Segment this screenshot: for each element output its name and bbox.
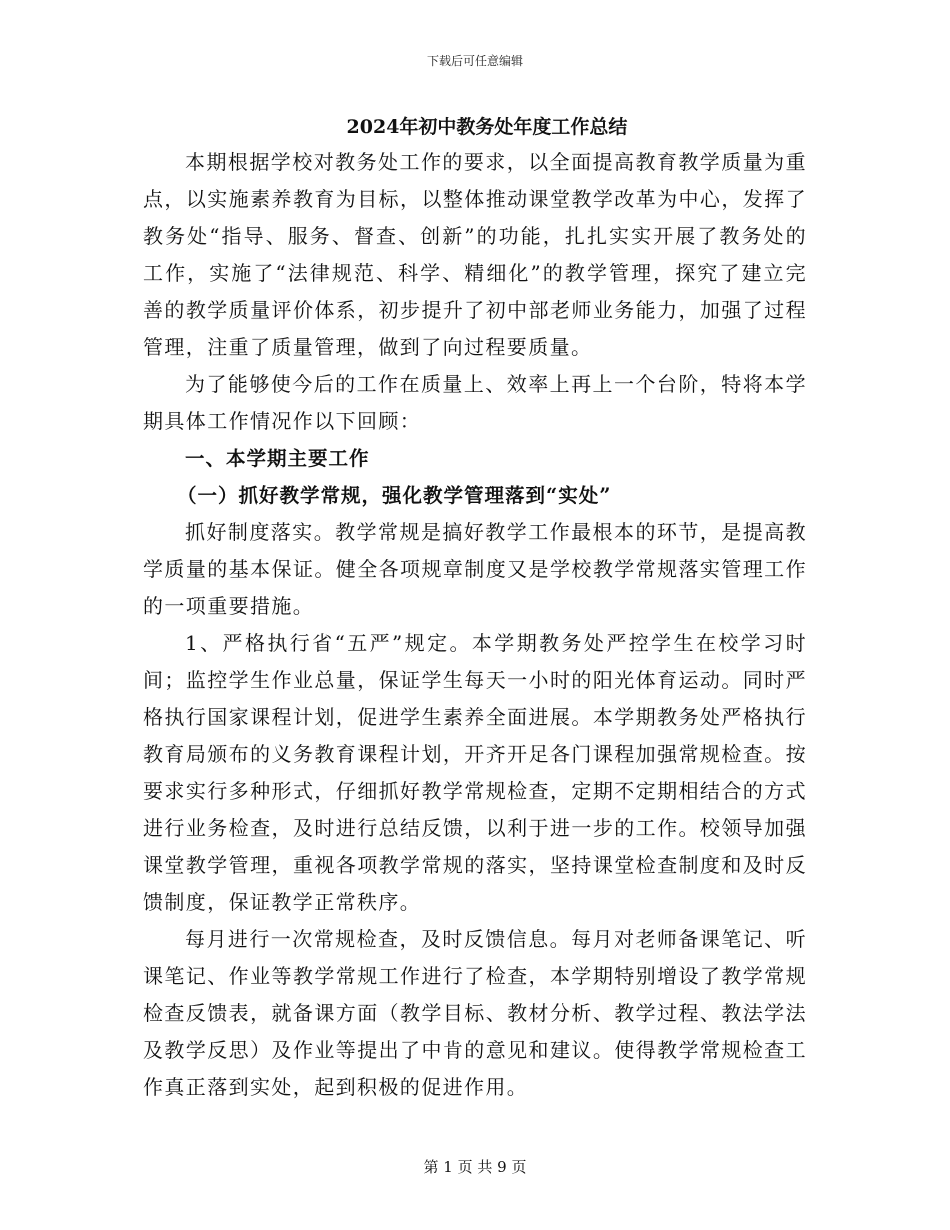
paragraph-system: 抓好制度落实。教学常规是搞好教学工作最根本的环节，是提高教学质量的基本保证。健全各项规章制度又是学校教学常规落实管理工作的一项重要措施。: [143, 520, 807, 618]
paragraph-rules: 1、严格执行省“五严”规定。本学期教务处严控学生在校学习时间；监控学生作业总量，保证学生每天一小时的阳光体育运动。同时严格执行国家课程计划，促进学生素养全面进展。本学期教务处严格执行教育局颁布的义务教育课程计划，开齐开足各门课程加强常规检查。按要求实行多种形式，仔细抓好教学常规检查，定期不定期相结合的方式进行业务检查，及时进行总结反馈，以利于进一步的工作。校领导加强课堂教学管理，重视各项教学常规的落实，坚持课堂检查制度和及时反馈制度，保证教学正常秩序。: [143, 631, 807, 914]
paragraph-monthly-check: 每月进行一次常规检查，及时反馈信息。每月对老师备课笔记、听课笔记、作业等教学常规工作进行了检查，本学期特别增设了教学常规检查反馈表，就备课方面（教学目标、教材分析、教学过程、教法学法及教学反思）及作业等提出了中肯的意见和建议。使得教学常规检查工作真正落到实处，起到积极的促进作用。: [143, 927, 807, 1099]
section-heading: 一、本学期主要工作: [185, 447, 370, 470]
header-note: 下载后可任意编辑: [426, 54, 523, 68]
paragraph-intro: 本期根据学校对教务处工作的要求，以全面提高教育教学质量为重点，以实施素养教育为目标，以整体推动课堂教学改革为中心，发挥了教务处“指导、服务、督查、创新”的功能，扎扎实实开展了教务处的工作，实施了“法律规范、科学、精细化”的教学管理，探究了建立完善的教学质量评价体系，初步提升了初中部老师业务能力，加强了过程管理，注重了质量管理，做到了向过程要质量。: [143, 150, 807, 359]
paragraph-review: 为了能够使今后的工作在质量上、效率上再上一个台阶，特将本学期具体工作情况作以下回顾：: [143, 372, 807, 433]
document-body: [143, 112, 807, 1106]
page-number: 第 1 页 共 9 页: [423, 1158, 527, 1176]
document-title: 2024年初中教务处年度工作总结: [346, 116, 628, 138]
subsection-heading: （一）抓好教学常规，强化教学管理落到“实处”: [177, 484, 612, 507]
